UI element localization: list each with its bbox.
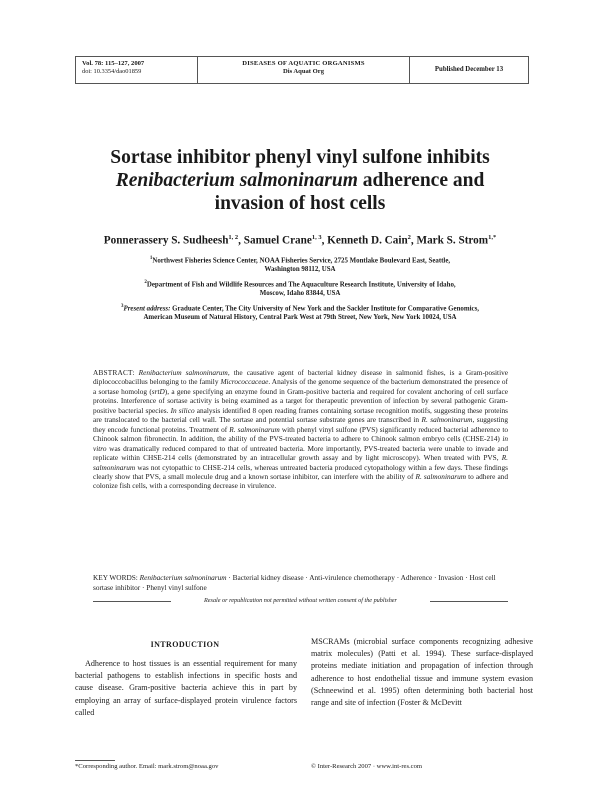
paper-title (60, 146, 540, 215)
resale-notice: Resale or republication not permitted without written consent of the publisher (93, 596, 508, 606)
section-heading: INTRODUCTION (150, 640, 220, 649)
title-line-1: Sortase inhibitor phenyl vinyl sulfone inhibits (110, 147, 490, 168)
intro-left-column: Adherence to host tissues is an essential requirement for many bacterial pathogens to establish infections in specific hosts and cause disease. Gram-positive bacteria achieve this in part by employing an array of surface-displayed protein virulence factors called (75, 659, 297, 717)
intro-right-column: MSCRAMs (microbial surface components recognizing adhesive matrix molecules) (Patti et al. 1994). These surface-displayed proteins mediate initiation and propagation of infection through adherence to host endothelial tissue and immune system evasion (Schneewind et al. 1995) often determining both bacterial host range and site of infection (Foster & McDevitt (311, 637, 533, 708)
title-line-3: invasion of host cells (214, 193, 386, 214)
journal-abbrev: Dis Aquat Org (282, 68, 325, 75)
abstract: ABSTRACT: Renibacterium salmoninarum, the causative agent of bacterial kidney disease in salmonid fishes, is a Gram-positive diplococcobacillus belonging to the family Micrococcaceae. Analysis of the genome sequence of the bacterium demonstrated the presence of a sortase homolog (srtD), a gene specifying an enzyme found in Gram-positive bacteria and required for covalent anchoring of cell surface proteins. Interference of sortase activity is being examined as a target for therapeutic prevention of infection by several pathogenic Gram-positive bacterial species. In silico analysis identified 8 open reading frames containing sortase recognition motifs, suggesting these proteins are translocated to the bacterial cell wall. The sortase and potential sortase substrate genes are transcribed in R. salmoninarum, suggesting they encode functional proteins. Treatment of R. salmoninarum with phenyl vinyl sulfone (PVS) significantly reduced bacterial adherence to Chinook salmon fibronectin. In addition, the ability of the PVS-treated bacteria to adhere to Chinook salmon embryo cells (CHSE-214) in vitro was dramatically reduced compared to that of untreated bacteria. More importantly, PVS-treated bacteria were unable to invade and replicate within CHSE-214 cells (demonstrated by an intracellular growth assay and by light microscopy). When treated with PVS, R. salmoninarum was not cytopathic to CHSE-214 cells, whereas untreated bacteria produced cytopathology within a few days. These findings clearly show that PVS, a small molecule drug and a known sortase inhibitor, can interfere with the ability of R. salmoninarum to adhere and colonize fish cells, with a corresponding decrease in virulence. (93, 368, 509, 491)
footnote-rule (75, 760, 115, 761)
header-journal (198, 57, 410, 83)
journal-header (75, 56, 529, 84)
journal-name: DISEASES OF AQUATIC ORGANISMS (242, 60, 365, 67)
affiliation-1: $^1$Northwest Fisheries Science Center, NOAA Fisheries Service, 2725 Montlake Boulevard East, Seattle, Washington 98112, USA (149, 256, 451, 274)
corresponding-author: *Corresponding author. Email: mark.strom@noaa.gov (75, 763, 219, 770)
published-date: Published December 13 (434, 66, 504, 73)
affiliation-2: $^2$Department of Fish and Wildlife Resources and The Aquaculture Research Institute, University of Idaho, Moscow, Idaho 83844, USA (144, 280, 456, 298)
volume-info: Vol. 78: 115–127, 2007 (82, 60, 145, 67)
copyright: © Inter-Research 2007 · www.int-res.com (311, 763, 423, 770)
keywords: KEY WORDS: Renibacterium salmoninarum · Bacterial kidney disease · Anti-virulence chemotherapy · Adherence · Invasion · Host cell sortase inhibitor · Phenyl vinyl sulfone (93, 573, 496, 592)
doi: doi: 10.3354/dao01859 (82, 68, 142, 75)
affiliation-3: $^3$Present address: Graduate Center, The City University of New York and the Sackler Institute for Comparative Genomics, American Museum of Natural History, Central Park West at 79th Street, New York, New York 10024, USA (121, 304, 479, 322)
header-citation (76, 57, 198, 83)
author-list: Ponnerassery S. Sudheesh$^{1, 2}$, Samuel Crane$^{1, 3}$, Kenneth D. Cain$^2$, Mark S. Strom$^{1,*}$ (103, 234, 497, 247)
title-line-2: Renibacterium salmoninarum adherence and (115, 170, 485, 191)
